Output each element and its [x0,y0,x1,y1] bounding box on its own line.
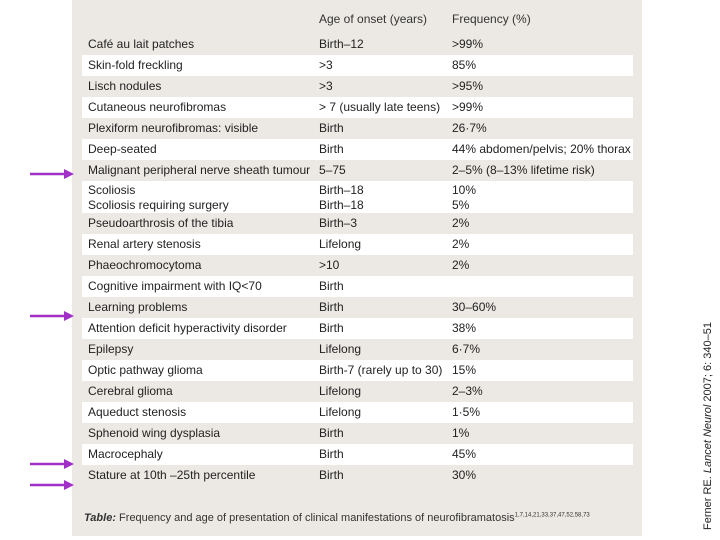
cell-manifestation-text: Optic pathway glioma [88,363,203,377]
cell-frequency [452,213,632,234]
cell-frequency-text: 30% [452,468,477,482]
cell-manifestation-text: Stature at 10th –25th percentile [88,468,256,482]
cell-frequency [452,97,632,118]
cell-manifestation-text: Sphenoid wing dysplasia [88,426,221,440]
cell-manifestation [88,360,316,381]
citation-ref: 2007; 6: 340–51 [702,322,714,405]
cell-age-of-onset-text: Birth [319,121,344,135]
cell-age-of-onset-text: Birth [319,321,344,335]
table-row [82,423,633,444]
cell-manifestation [88,297,316,318]
cell-frequency-text: 2–3% [452,384,483,398]
cell-age-of-onset [319,234,449,255]
cell-manifestation [88,213,316,234]
cell-age-of-onset [319,339,449,360]
cell-age-of-onset-text: Birth [319,447,344,461]
cell-age-of-onset [319,276,449,297]
cell-frequency-text: >99% [452,37,484,51]
cell-age-of-onset-text: >3 [319,79,333,93]
cell-frequency [452,183,632,213]
caption-refs: 1,7,14,21,33,37,47,52,58,73 [514,512,590,519]
cell-manifestation [88,444,316,465]
cell-frequency-text: 2% [452,216,470,230]
cell-age-of-onset-text: Birth-7 (rarely up to 30) [319,363,443,377]
cell-frequency [452,465,632,486]
cell-frequency [452,118,632,139]
cell-frequency [452,255,632,276]
cell-frequency [452,297,632,318]
cell-age-of-onset [319,297,449,318]
cell-age-of-onset [319,76,449,97]
cell-manifestation-text: Attention deficit hyperactivity disorder [88,321,287,335]
cell-manifestation [88,276,316,297]
cell-age-of-onset-text: Birth [319,468,344,482]
arrow-mpnst [30,169,74,179]
cell-age-of-onset-text: Birth [319,426,344,440]
cell-manifestation-text: Malignant peripheral nerve sheath tumour [88,163,311,177]
cell-frequency-text-2: 5% [452,198,470,212]
cell-frequency-text: >99% [452,100,484,114]
cell-manifestation-text: Learning problems [88,300,188,314]
cell-age-of-onset [319,360,449,381]
cell-age-of-onset [319,118,449,139]
arrow-learning-problems [30,311,74,321]
manifestations-table [82,34,633,486]
cell-age-of-onset [319,97,449,118]
table-row [82,381,633,402]
cell-manifestation [88,160,316,181]
cell-manifestation [88,381,316,402]
cell-frequency-text: >95% [452,79,484,93]
cell-frequency [452,76,632,97]
cell-age-of-onset-text: Lifelong [319,342,362,356]
caption-label: Table: [84,512,116,524]
cell-manifestation [88,118,316,139]
cell-manifestation-text: Macrocephaly [88,447,163,461]
cell-age-of-onset [319,160,449,181]
citation [700,0,716,530]
table-row [82,139,633,160]
arrow-head [64,459,74,469]
cell-frequency [452,444,632,465]
cell-frequency [452,34,632,55]
cell-manifestation-text: Epilepsy [88,342,134,356]
cell-manifestation [88,339,316,360]
cell-frequency-text: 10% [452,183,477,197]
table-row [82,76,633,97]
cell-frequency-text: 6·7% [452,342,481,356]
cell-age-of-onset-text: Birth–18 [319,183,364,197]
cell-frequency [452,139,632,160]
cell-age-of-onset [319,423,449,444]
cell-manifestation-text: Plexiform neurofibromas: visible [88,121,259,135]
cell-manifestation [88,34,316,55]
cell-frequency-text: 1·5% [452,405,481,419]
table-row [82,234,633,255]
table-row [82,339,633,360]
cell-manifestation-text: Renal artery stenosis [88,237,201,251]
cell-frequency [452,318,632,339]
cell-frequency-text: 2% [452,237,470,251]
table-row [82,55,633,76]
cell-manifestation [88,183,316,213]
cell-age-of-onset-text: >3 [319,58,333,72]
table-row [82,276,633,297]
cell-age-of-onset-text: Lifelong [319,384,362,398]
cell-manifestation-text: Cognitive impairment with IQ<70 [88,279,262,293]
cell-manifestation [88,55,316,76]
table-row [82,444,633,465]
cell-frequency-text: 44% abdomen/pelvis; 20% thorax [452,142,631,156]
cell-frequency [452,381,632,402]
arrow-stature [30,480,74,490]
cell-frequency-text: 85% [452,58,477,72]
cell-manifestation [88,318,316,339]
cell-age-of-onset [319,444,449,465]
cell-frequency-text: 26·7% [452,121,487,135]
cell-age-of-onset-text: Lifelong [319,405,362,419]
table-row [82,402,633,423]
cell-frequency-text: 15% [452,363,477,377]
cell-manifestation-text: Scoliosis [88,183,136,197]
arrow-macrocephaly [30,459,74,469]
cell-frequency [452,360,632,381]
cell-age-of-onset [319,34,449,55]
table-row [82,97,633,118]
cell-manifestation-text: Cutaneous neurofibromas [88,100,227,114]
table-caption [84,512,590,524]
cell-manifestation [88,255,316,276]
cell-frequency [452,160,632,181]
arrow-head [64,480,74,490]
cell-age-of-onset [319,318,449,339]
cell-frequency [452,234,632,255]
cell-manifestation [88,76,316,97]
table-row [82,297,633,318]
cell-frequency-text: 1% [452,426,470,440]
cell-manifestation [88,402,316,423]
cell-frequency [452,55,632,76]
citation-authors: Ferner RE. [702,473,714,530]
table-row [82,118,633,139]
cell-age-of-onset-text: Birth–3 [319,216,358,230]
table-row [82,34,633,55]
cell-frequency [452,402,632,423]
cell-manifestation-text-2: Scoliosis requiring surgery [88,198,229,212]
cell-age-of-onset-text: > 7 (usually late teens) [319,100,441,114]
cell-age-of-onset [319,381,449,402]
citation-journal: Lancet Neurol [702,404,714,474]
cell-age-of-onset [319,465,449,486]
cell-manifestation-text: Pseudoarthrosis of the tibia [88,216,234,230]
table-row [82,160,633,181]
cell-age-of-onset-text: >10 [319,258,340,272]
cell-manifestation-text: Aqueduct stenosis [88,405,187,419]
cell-age-of-onset-text: Birth–12 [319,37,364,51]
cell-manifestation-text: Cerebral glioma [88,384,173,398]
cell-manifestation-text: Skin-fold freckling [88,58,183,72]
table-row [82,360,633,381]
cell-age-of-onset [319,139,449,160]
cell-manifestation [88,234,316,255]
header-age-of-onset: Age of onset (years) [319,12,428,26]
cell-manifestation [88,97,316,118]
cell-manifestation [88,465,316,486]
cell-age-of-onset-text: 5–75 [319,163,346,177]
cell-manifestation-text: Deep-seated [88,142,157,156]
cell-frequency [452,339,632,360]
arrow-head [64,169,74,179]
cell-frequency-text: 2% [452,258,470,272]
cell-manifestation [88,423,316,444]
table-row [82,465,633,486]
cell-age-of-onset [319,255,449,276]
cell-age-of-onset-text: Birth [319,300,344,314]
header-frequency: Frequency (%) [452,12,531,26]
table-row [82,213,633,234]
cell-frequency-text: 30–60% [452,300,497,314]
arrow-head [64,311,74,321]
cell-age-of-onset [319,402,449,423]
caption-text: Frequency and age of presentation of clinical manifestations of neurofibramatosis [116,512,515,524]
cell-age-of-onset [319,213,449,234]
cell-frequency-text: 45% [452,447,477,461]
cell-manifestation-text: Café au lait patches [88,37,195,51]
cell-age-of-onset-text: Birth [319,279,344,293]
cell-manifestation [88,139,316,160]
cell-frequency-text: 2–5% (8–13% lifetime risk) [452,163,595,177]
cell-age-of-onset-text-2: Birth–18 [319,198,364,212]
table-row [82,318,633,339]
cell-age-of-onset-text: Birth [319,142,344,156]
cell-age-of-onset-text: Lifelong [319,237,362,251]
cell-manifestation-text: Phaeochromocytoma [88,258,202,272]
cell-frequency-text: 38% [452,321,477,335]
cell-frequency [452,423,632,444]
cell-age-of-onset [319,55,449,76]
cell-age-of-onset [319,183,449,213]
table-row [82,181,633,213]
table-row [82,255,633,276]
cell-manifestation-text: Lisch nodules [88,79,162,93]
